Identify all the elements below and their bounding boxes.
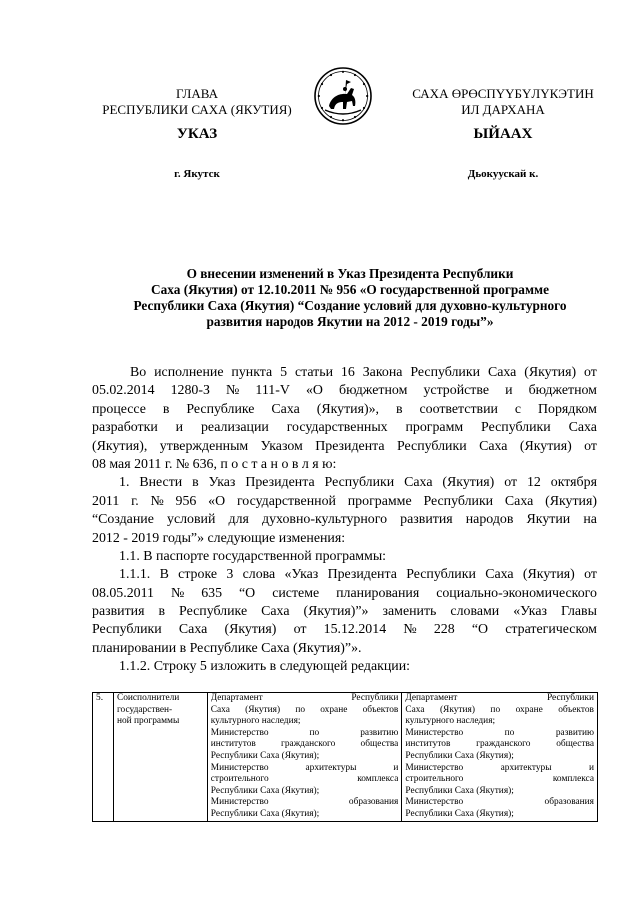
word: 111-V [255,383,290,399]
word: устройстве [423,383,490,399]
word: Порядком [538,401,597,417]
word: программе [347,493,412,509]
word: Республики Саха (Якутия); [405,750,514,761]
word: Республики [324,475,395,491]
word: № [170,585,185,601]
text-line [405,693,594,705]
word: 12 [526,475,541,491]
word: 3 [226,567,234,583]
word: Министерство [405,762,464,773]
word: культурного наследия; [405,716,496,727]
text-line [211,763,399,775]
word: Министерство [210,762,269,773]
text-line [405,751,594,763]
word: 05.02.2014 [92,383,155,399]
word: реализации [200,420,269,436]
word: образования [544,797,594,808]
word: условий [167,512,216,528]
word: гражданского [281,739,336,750]
word: словами [450,604,500,620]
word: соответствии [419,401,498,417]
word: Республики [406,567,476,583]
word: октября [550,475,597,491]
word: Саха [504,493,534,509]
word: по [295,704,306,715]
city-ru: г. Якутск [174,168,220,180]
word: Департамент [405,693,458,703]
word: (Якутия)”» [303,604,369,620]
word: г. [131,493,139,509]
word: народов [465,512,514,528]
word: Саха [485,567,514,583]
word: образования [348,797,399,808]
word: 1.1.2. Строку 5 изложить в следующей редакции: [119,659,411,675]
word: 1280-З [170,383,210,399]
word: Президента [315,438,385,454]
row-label-cell [113,693,207,822]
word: исполнение [154,365,224,380]
word: от [584,365,597,380]
word: № [403,622,417,638]
word: “Создание [92,512,154,528]
text-line [211,786,399,798]
word: 635 [201,585,223,601]
word: институтов [405,739,451,750]
word: процессе [92,401,146,417]
word: развитию [360,727,399,738]
word: 08.05.2011 [92,585,154,601]
table-row [93,693,598,822]
word: и [393,762,399,773]
text-line [405,786,594,798]
word: Президента [245,475,315,491]
word: Республики [410,365,481,380]
text-line [211,797,399,809]
text-line [92,640,597,658]
title-line: Саха (Якутия) от 12.10.2011 № 956 «О государственной программе [151,282,549,297]
word: в [395,401,403,417]
word: Саха [271,401,300,417]
word: «Указ [513,604,547,620]
city-sakha: Дьокуускай к. [467,168,539,180]
word: по [309,727,320,738]
word: общества [556,739,594,750]
word: 5 [280,365,288,380]
word: Республики [396,438,467,454]
word: Саха [479,438,508,454]
word: утвержденным [159,438,249,454]
text-line [92,438,597,456]
text-line [405,705,594,717]
word: и [588,762,594,773]
new-text-cell [402,693,598,822]
text-line [405,809,594,821]
text-line [211,751,399,763]
word: (Якутия) [442,475,495,491]
word: культурного наследия; [210,716,301,727]
word: (Якутия) [439,704,475,715]
document-title [100,266,600,330]
word: Республики Саха (Якутия); [210,785,320,796]
word: строке [178,567,218,583]
text-line [92,585,597,603]
word: (Якутия) [245,704,281,715]
word: в [158,604,166,620]
word: Республике [186,401,255,417]
word: (Якутия), [92,438,148,454]
word: от [584,438,597,454]
word: программ [405,420,464,436]
word: социально-экономического [436,585,597,601]
word: Республике [179,604,248,620]
title-line: развития народов Якутии на 2012 - 2019 годы”» [206,314,494,329]
word: бюджетном [528,383,597,399]
word: 2012 - 2019 годы”» следующие изменения: [92,530,346,546]
title-line: О внесении изменений в Указ Президента Республики [186,266,514,281]
word: по [504,727,515,738]
word: и [505,383,513,399]
word: архитектуры [500,762,552,773]
word: Министерство [405,727,464,738]
header-right [398,86,608,118]
document-body [92,364,597,677]
word: развитию [555,727,594,738]
word: 2011 [92,493,120,509]
row-number-cell [93,693,114,822]
word: от [293,622,307,638]
programme-passport-table [92,692,598,822]
word: Республики Саха (Якутия); [210,808,320,819]
text-line [92,364,597,382]
word: Республики Саха (Якутия); [405,785,514,796]
word: 1.1.1. [119,567,151,583]
text-line [92,419,597,437]
text-line [92,401,597,419]
decree-label-sakha: ЫЙААХ [473,126,533,142]
word: (Якутия) [519,438,572,454]
word: пункта [231,365,273,380]
word: Главы [560,604,597,620]
text-line [92,548,597,566]
word: государственной [236,493,336,509]
word: планировании в Республике Саха (Якутия)”». [92,640,362,656]
text-line [211,716,399,728]
title-line: Республики Саха (Якутия) “Создание условий для духовно-культурного [133,298,567,313]
word: В [159,567,169,583]
word: слова [242,567,276,583]
word: Президента [327,567,397,583]
text-line [92,530,597,548]
word: «Указ [284,567,319,583]
label-line: ной программы [116,716,180,727]
header-left-line1: ГЛАВА [176,86,218,101]
word: Саха [178,622,208,638]
word: (Якутия) [545,493,597,509]
word: стратегическом [505,622,597,638]
word: комплекса [357,774,399,785]
word: Закона [362,365,403,380]
label-line: государствен- [116,704,173,715]
word: от [504,475,518,491]
word: «О [208,493,226,509]
word: архитектуры [305,762,357,773]
word: Саха [405,704,425,715]
word: Саха [210,704,230,715]
word: для [228,512,249,528]
word: в [162,401,170,417]
word: Республики [423,493,494,509]
word: Республики [481,420,551,436]
emblem-icon [313,66,373,126]
word: № [150,493,164,509]
text-line [405,763,594,775]
word: на [583,512,597,528]
word: общества [360,739,399,750]
word: объектов [558,704,594,715]
word: Саха [404,475,433,491]
text-line [92,511,597,529]
word: (Якутия)», [316,401,380,417]
old-text-cell [207,693,402,822]
word: Республики [546,693,594,703]
word: разработки [92,420,158,436]
word: объектов [362,704,399,715]
text-line [405,716,594,728]
word: Саха [487,365,517,380]
row-number: 5. [96,693,104,703]
text-line [211,705,399,717]
word: № [226,383,240,399]
decree-label-ru: УКАЗ [176,126,218,142]
word: Министерство [405,797,464,808]
text-line [92,493,597,511]
word: строительного [210,774,269,785]
text-line [92,382,597,400]
word: Министерство [210,797,269,808]
word: 16 [340,365,355,380]
text-line [92,456,597,474]
text-line [92,566,597,584]
word: и [175,420,184,436]
header-right-line1: САХА ӨРӨСПҮҮБҮЛҮКЭТИН [412,86,594,101]
word: комплекса [552,774,594,785]
text-line [405,774,594,786]
text-line [405,797,594,809]
word: гражданского [476,739,531,750]
label-line: Соисполнители [116,693,180,703]
word: государственных [286,420,388,436]
text-line [92,474,597,492]
header-left [92,86,302,118]
word: от [584,567,597,583]
text-line [211,739,399,751]
word: с [514,401,522,417]
text-line [405,728,594,740]
word: (Якутия) [224,622,277,638]
word: Саха [261,604,290,620]
word: в [192,475,199,491]
word: заменить [382,604,437,620]
word: Внести [139,475,183,491]
word: Министерство [210,727,269,738]
word: 228 [433,622,455,638]
word: Департамент [210,693,263,703]
text-line [211,693,399,705]
word: статьи [294,365,334,380]
word: охране [515,704,543,715]
word: бюджетном [339,383,408,399]
word: 08 мая 2011 г. № 636, п о с т а н о в л я ю: [92,456,337,472]
header-right-line2: ИЛ ДАРХАНА [461,102,545,117]
text-line [211,728,399,740]
word: Указ [208,475,236,491]
text-line [92,658,597,676]
text-line [92,621,597,639]
word: Во [130,365,147,380]
word: 1. [119,475,130,491]
word: Указом [260,438,303,454]
word: охране [320,704,348,715]
word: “О [471,622,489,638]
word: «О [305,383,323,399]
header-left-line2: РЕСПУБЛИКИ САХА (ЯКУТИЯ) [102,102,292,117]
word: (Якутия) [524,365,577,380]
word: институтов [210,739,256,750]
text-line [211,809,399,821]
word: развития [92,604,145,620]
word: по [490,704,501,715]
word: 956 [175,493,197,509]
word: Республики Саха (Якутия); [210,750,320,761]
word: 15.12.2014 [323,622,387,638]
word: развития [400,512,453,528]
word: 1.1. В паспорте государственной программы: [119,548,387,564]
text-line [405,739,594,751]
word: системе [272,585,320,601]
word: Якутии [526,512,571,528]
text-line [211,774,399,786]
word: (Якутия) [522,567,575,583]
word: “О [239,585,256,601]
word: Республики Саха (Якутия); [405,808,514,819]
word: Республики [351,693,399,703]
word: Республики [92,622,162,638]
word: строительного [405,774,464,785]
word: планирования [336,585,420,601]
word: духовно-культурного [262,512,388,528]
word: Саха [568,420,597,436]
text-line [92,603,597,621]
